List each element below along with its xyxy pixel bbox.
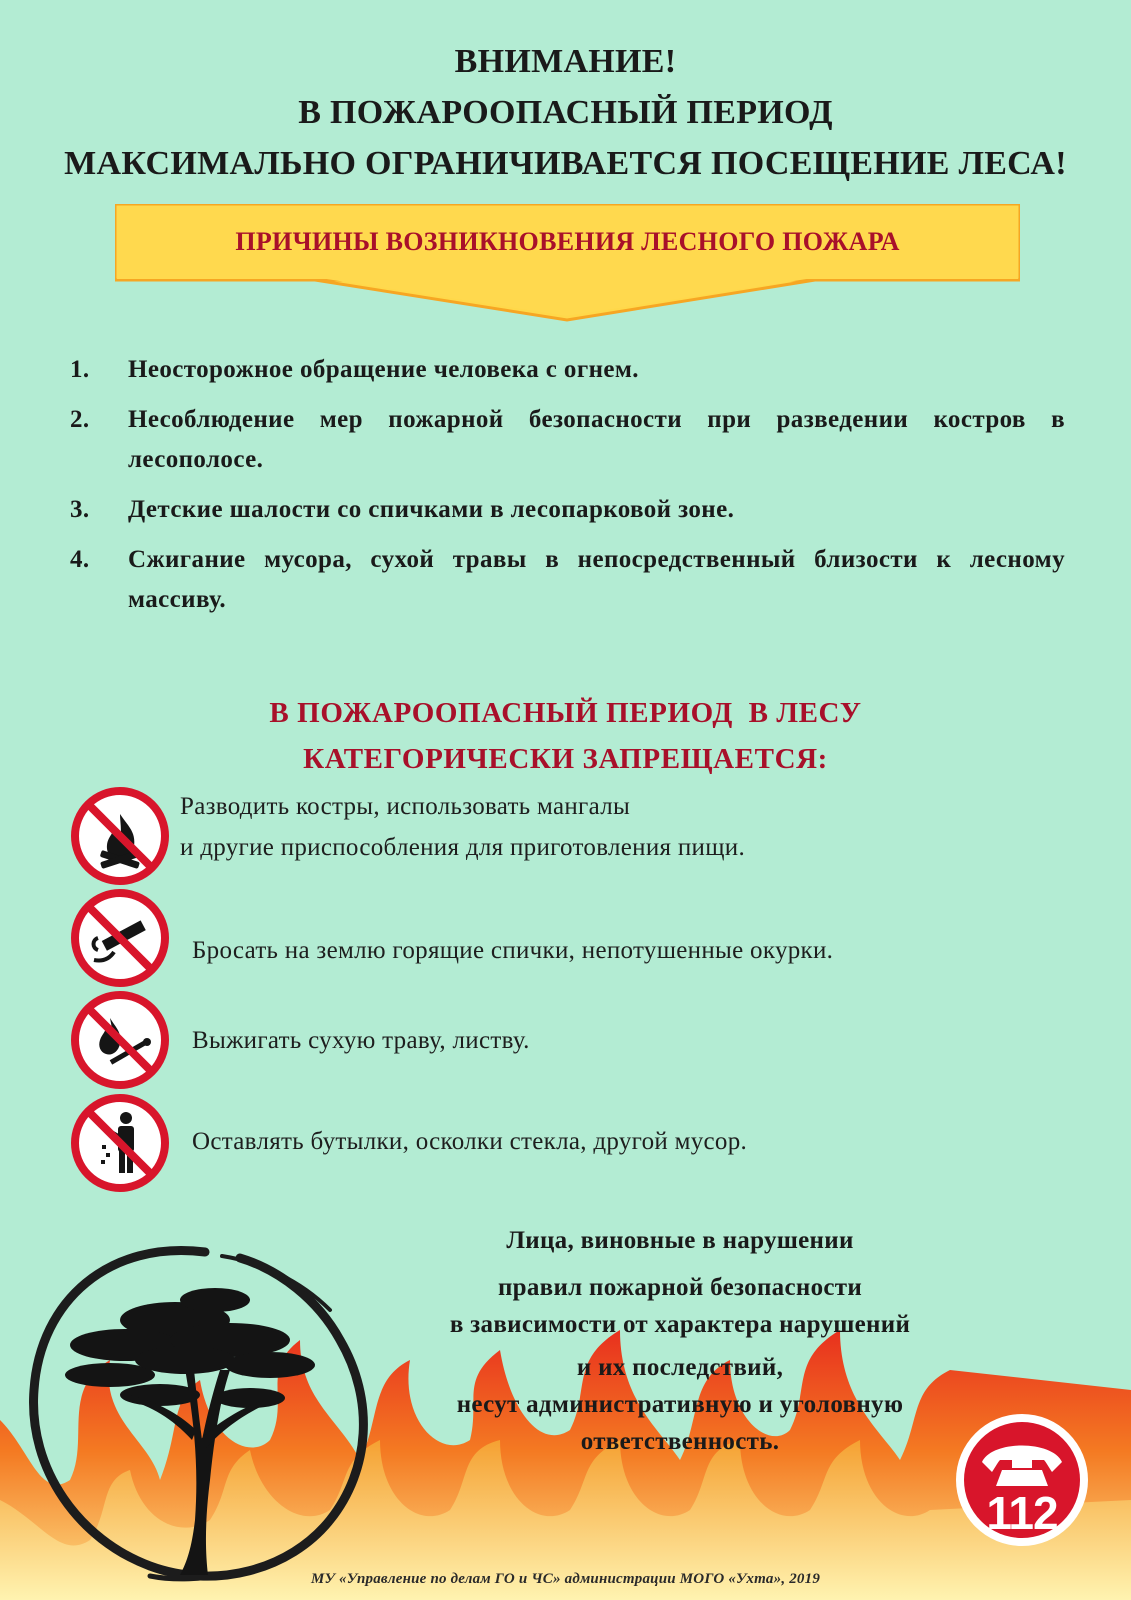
liability-line: несут административную и уголовную xyxy=(456,1391,904,1418)
list-item-text: Детские шалости со спичками в лесопарковой зоне. xyxy=(128,496,735,523)
rule-text-line2: и другие приспособления для приготовления пищи. xyxy=(180,834,746,861)
rule-text xyxy=(192,930,833,971)
prohibited-rule-burning xyxy=(70,990,1070,1090)
prohibited-heading-line2: КАТЕГОРИЧЕСКИ ЗАПРЕЩАЕТСЯ: xyxy=(303,743,828,775)
emergency-number: 112 xyxy=(986,1487,1058,1539)
list-item-text: Несоблюдение мер пожарной безопасности при разведении костров в лесополосе. xyxy=(128,406,1065,473)
rule-text xyxy=(192,1121,747,1162)
liability-line: Лица, виновные в нарушении xyxy=(506,1227,854,1254)
list-item-number: 1. xyxy=(70,356,90,383)
heading-attention: ВНИМАНИЕ! xyxy=(454,43,677,80)
list-item xyxy=(70,350,1065,390)
list-item-text: Сжигание мусора, сухой травы в непосредственный близости к лесному массиву. xyxy=(128,546,1065,613)
list-item xyxy=(70,490,1065,530)
prohibited-rule-campfire xyxy=(70,786,1070,886)
list-item-number: 2. xyxy=(70,406,90,433)
rule-text-line1: Бросать на землю горящие спички, непотушенные окурки. xyxy=(192,937,834,964)
heading-period: В ПОЖАРООПАСНЫЙ ПЕРИОД xyxy=(298,94,833,131)
no-campfire-icon xyxy=(70,786,170,886)
causes-banner-title: ПРИЧИНЫ ВОЗНИКНОВЕНИЯ ЛЕСНОГО ПОЖАРА xyxy=(235,227,900,256)
banner-arrow-shape xyxy=(115,204,1020,322)
heading-restriction: МАКСИМАЛЬНО ОГРАНИЧИВАЕТСЯ ПОСЕЩЕНИЕ ЛЕСА! xyxy=(64,145,1067,182)
liability-line: и их последствий, xyxy=(576,1354,784,1381)
liability-line: в зависимости от характера нарушений xyxy=(449,1311,911,1338)
prohibited-heading-line1: В ПОЖАРООПАСНЫЙ ПЕРИОД В ЛЕСУ xyxy=(269,697,862,729)
list-item-number: 4. xyxy=(70,546,90,573)
rule-text xyxy=(192,1020,530,1061)
rule-text-line1: Разводить костры, использовать мангалы xyxy=(180,793,631,820)
causes-banner xyxy=(115,204,1020,322)
no-smoking-icon xyxy=(70,888,170,988)
list-item xyxy=(70,540,1065,620)
list-item-number: 3. xyxy=(70,496,90,523)
liability-notice xyxy=(380,1222,980,1460)
rule-text-line1: Выжигать сухую траву, листву. xyxy=(192,1027,530,1054)
list-item xyxy=(70,400,1065,480)
main-warning-heading xyxy=(0,36,1131,189)
rule-text-line1: Оставлять бутылки, осколки стекла, другой мусор. xyxy=(192,1128,748,1155)
rule-text xyxy=(180,786,745,868)
emergency-112-badge xyxy=(952,1410,1092,1550)
no-littering-icon xyxy=(70,1093,170,1193)
no-matches-icon xyxy=(70,990,170,1090)
causes-list xyxy=(70,350,1065,630)
footer-credit: МУ «Управление по делам ГО и ЧС» администрации МОГО «Ухта», 2019 xyxy=(310,1571,821,1587)
liability-line: ответственность. xyxy=(580,1428,780,1455)
prohibited-rule-smoking xyxy=(70,888,1070,988)
liability-line: правил пожарной безопасности xyxy=(497,1274,863,1301)
list-item-text: Неосторожное обращение человека с огнем. xyxy=(128,356,639,383)
prohibited-rule-littering xyxy=(70,1093,1070,1193)
prohibited-heading xyxy=(0,690,1131,782)
